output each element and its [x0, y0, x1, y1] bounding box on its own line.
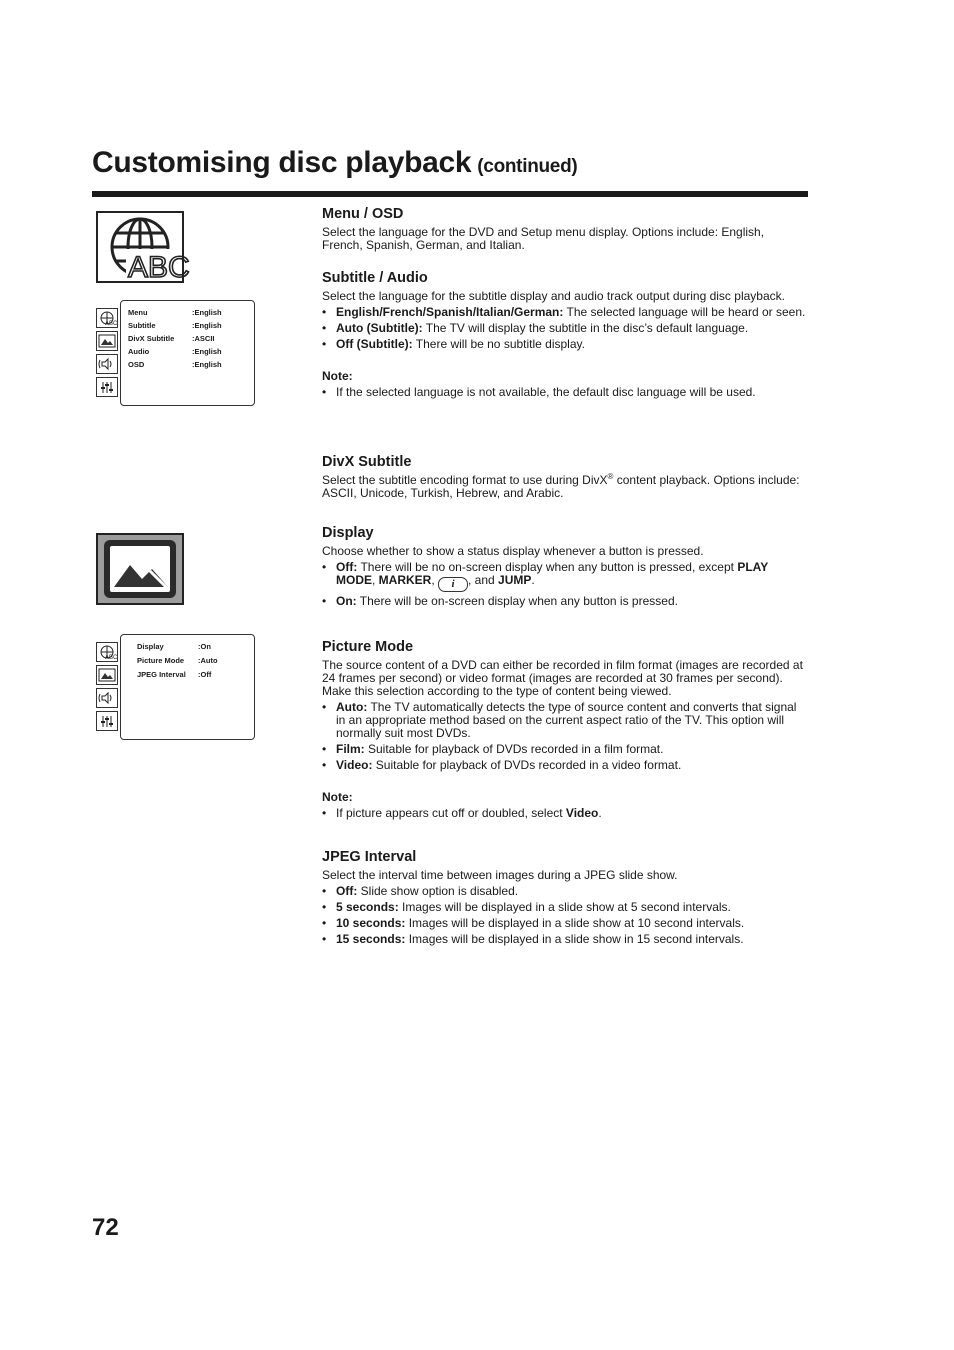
section-body: The source content of a DVD can either be recorded in film format (images are recorded at 24 frames per second) or video format (images are recorded at 30 frames per second). Make this selection according to the type of content being viewed. [322, 658, 803, 698]
note-heading: Note: [322, 369, 353, 383]
page-number: 72 [92, 1214, 119, 1241]
tab-language[interactable] [96, 308, 118, 328]
osd-language-panel [120, 300, 255, 406]
tab-audio[interactable] [96, 688, 118, 708]
title-main: Customising disc playback [92, 146, 472, 179]
list-item: • Auto: The TV automatically detects the type of source content and converts that signal in an appropriate method based on the current aspect ratio of the TV. This option will normally suit most DVDs. [322, 701, 808, 740]
section-body: Select the language for the subtitle display and audio track output during disc playback. [322, 289, 785, 303]
globe-abc-icon [98, 310, 116, 326]
equalizer-icon [98, 379, 116, 395]
osd-row[interactable]: Menu :English [128, 308, 222, 317]
section-heading: JPEG Interval [322, 849, 417, 865]
osd-tabs [96, 642, 122, 734]
svg-text:ABC: ABC [105, 655, 118, 661]
list-item: • 5 seconds: Images will be displayed in a slide show at 5 second intervals. [322, 901, 808, 914]
list-item: • Auto (Subtitle): The TV will display the subtitle in the disc’s default language. [322, 322, 808, 335]
svg-text:ABC: ABC [128, 251, 190, 284]
page-title [92, 146, 577, 180]
info-button-icon: i [438, 577, 468, 592]
list-item: • Off: Slide show option is disabled. [322, 885, 808, 898]
osd-picture-panel [120, 634, 255, 740]
section-heading: Display [322, 525, 374, 541]
bullet-list [322, 306, 808, 351]
osd-language-menu [96, 300, 256, 406]
tab-setup[interactable] [96, 377, 118, 397]
equalizer-icon [98, 713, 116, 729]
mountain-picture-icon [96, 533, 184, 605]
tab-language[interactable] [96, 642, 118, 662]
note-heading: Note: [322, 790, 353, 804]
section-jpeg-interval [322, 849, 808, 949]
list-item: • English/French/Spanish/Italian/German: The selected language will be heard or seen. [322, 306, 808, 319]
osd-row[interactable]: Display :On [137, 642, 211, 651]
bullet-list [322, 701, 808, 772]
osd-row[interactable]: JPEG Interval :Off [137, 670, 212, 679]
note-list [322, 386, 808, 399]
section-body: Select the subtitle encoding format to use during DivX® content playback. Options include: ASCII, Unicode, Turkish, Hebrew, and Arabic. [322, 472, 800, 500]
osd-tabs [96, 308, 122, 400]
tab-audio[interactable] [96, 354, 118, 374]
section-heading: Picture Mode [322, 639, 414, 655]
mountain-picture-icon [98, 667, 116, 683]
section-display [322, 525, 808, 611]
osd-row[interactable]: Picture Mode :Auto [137, 656, 218, 665]
tab-setup[interactable] [96, 711, 118, 731]
note-list [322, 807, 808, 820]
section-picture-mode [322, 639, 808, 823]
speaker-icon [98, 690, 116, 706]
section-menu-osd [322, 206, 808, 252]
list-item: • Film: Suitable for playback of DVDs recorded in a film format. [322, 743, 808, 756]
mountain-picture-icon [98, 333, 116, 349]
list-item: • Video: Suitable for playback of DVDs recorded in a video format. [322, 759, 808, 772]
svg-text:ABC: ABC [105, 321, 118, 327]
bullet-list [322, 561, 808, 608]
tab-picture[interactable] [96, 665, 118, 685]
list-item: • 10 seconds: Images will be displayed in a slide show at 10 second intervals. [322, 917, 808, 930]
section-heading: DivX Subtitle [322, 454, 412, 470]
title-rule [92, 191, 808, 197]
section-heading: Subtitle / Audio [322, 270, 428, 286]
section-body: Select the interval time between images during a JPEG slide show. [322, 868, 678, 882]
list-item: • If the selected language is not available, the default disc language will be used. [322, 386, 808, 399]
section-subtitle-audio [322, 270, 808, 402]
osd-row[interactable]: OSD :English [128, 360, 222, 369]
section-body: Select the language for the DVD and Setup menu display. Options include: English, French, Spanish, German, and Italian. [322, 225, 765, 252]
osd-row[interactable]: Audio :English [128, 347, 222, 356]
section-divx-subtitle [322, 454, 808, 500]
list-item: • If picture appears cut off or doubled, select Video. [322, 807, 808, 820]
osd-row[interactable]: DivX Subtitle :ASCII [128, 334, 215, 343]
tab-picture[interactable] [96, 331, 118, 351]
title-continued: (continued) [477, 156, 578, 177]
list-item: • Off (Subtitle): There will be no subtitle display. [322, 338, 808, 351]
list-item: • On: There will be on-screen display when any button is pressed. [322, 595, 808, 608]
osd-picture-menu [96, 634, 256, 740]
globe-abc-icon [96, 211, 190, 284]
list-item: • Off: There will be no on-screen display when any button is pressed, except PLAY MODE, MARKER, i , and JUMP. [322, 561, 808, 592]
globe-abc-icon [98, 644, 116, 660]
section-heading: Menu / OSD [322, 206, 404, 222]
speaker-icon [98, 356, 116, 372]
list-item: • 15 seconds: Images will be displayed in a slide show in 15 second intervals. [322, 933, 808, 946]
bullet-list [322, 885, 808, 946]
section-body: Choose whether to show a status display whenever a button is pressed. [322, 544, 704, 558]
osd-row[interactable]: Subtitle :English [128, 321, 222, 330]
